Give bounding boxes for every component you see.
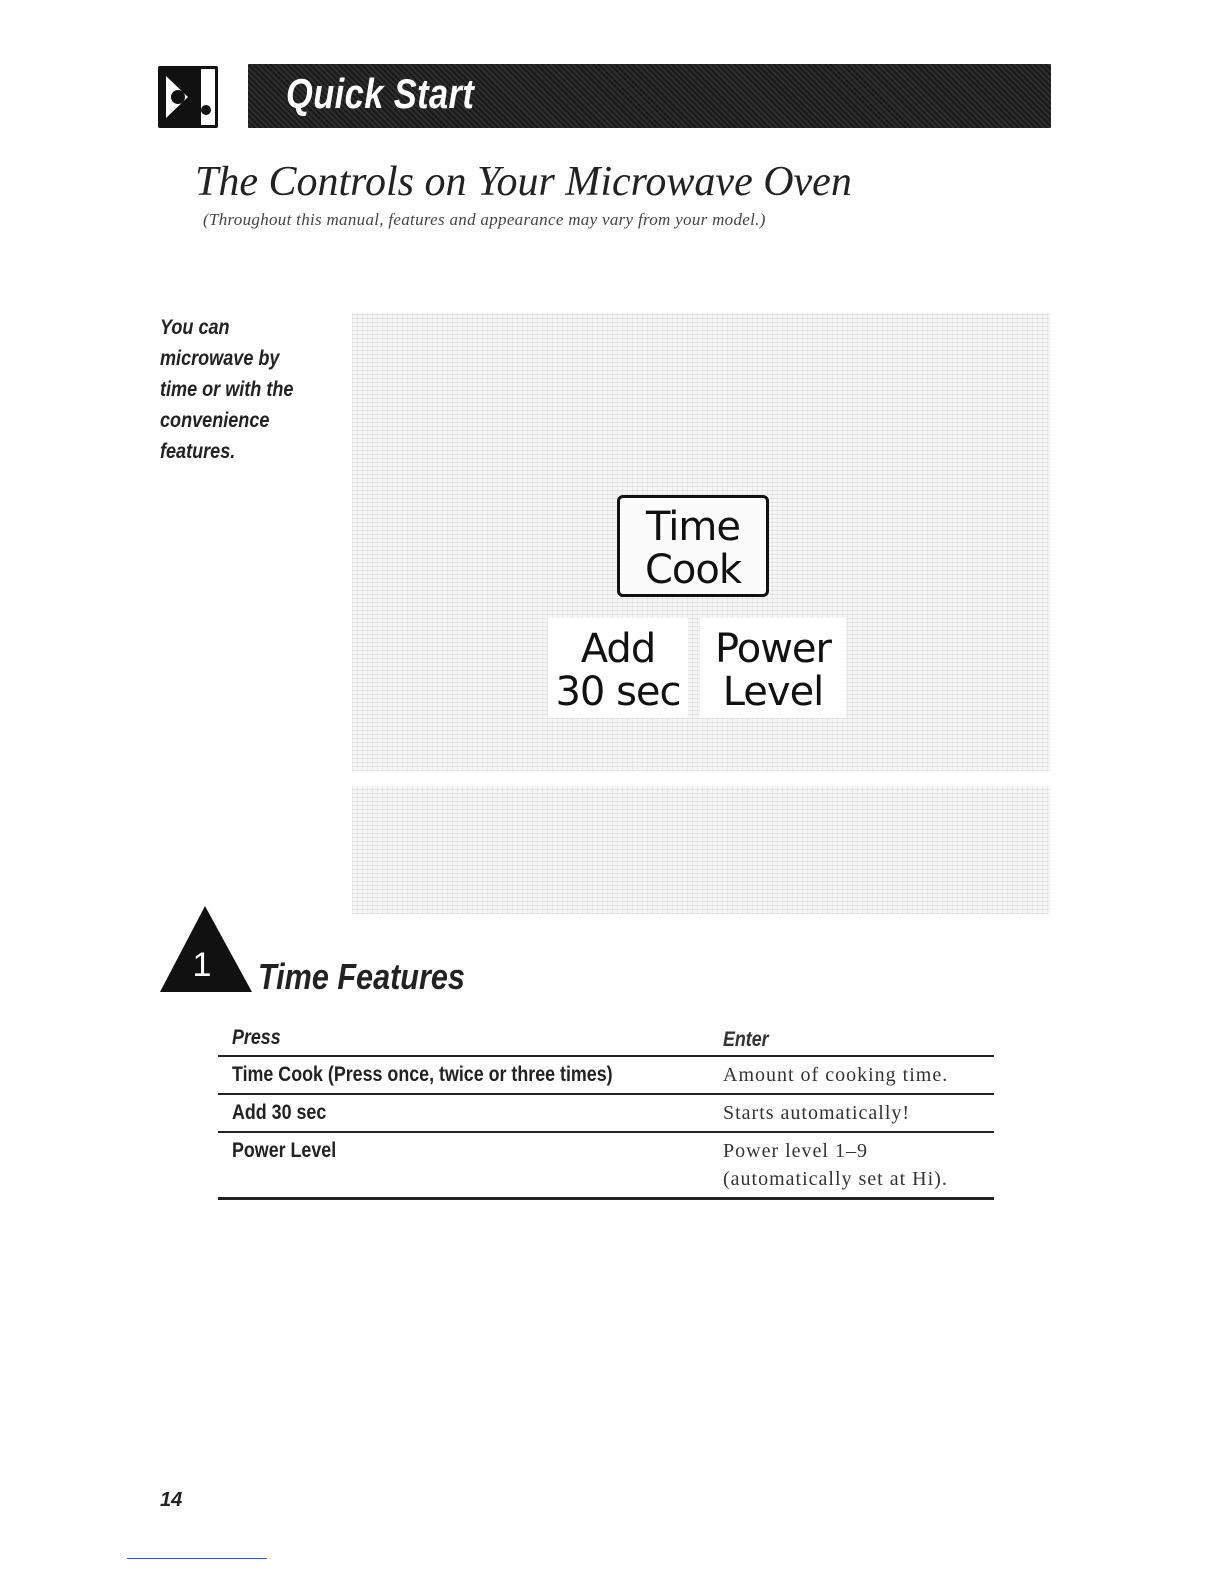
footer-rule (127, 1558, 267, 1559)
add-30-sec-line1: Add (580, 626, 656, 672)
time-cook-line1: Time (646, 504, 740, 550)
row-enter-line2: (automatically set at Hi). (723, 1168, 948, 1190)
time-features-table (218, 1022, 994, 1200)
quick-start-icon (158, 66, 218, 128)
row-press: Add 30 sec (232, 1101, 327, 1124)
row-press: Time Cook (Press once, twice or three times) (232, 1063, 613, 1086)
header-press: Press (232, 1026, 281, 1049)
section-header-bar (248, 64, 1051, 128)
power-level-button[interactable] (700, 618, 846, 718)
add-30-sec-line2: 30 sec (555, 669, 681, 715)
table-header (218, 1022, 994, 1057)
power-level-line1: Power (715, 626, 831, 672)
time-cook-line2: Cook (644, 547, 742, 593)
add-30-sec-button[interactable] (548, 618, 688, 718)
row-press: Power Level (232, 1139, 337, 1162)
power-level-line2: Level (722, 669, 824, 715)
row-enter (723, 1137, 948, 1193)
time-cook-button[interactable] (617, 495, 769, 597)
section-number: 1 (192, 946, 212, 984)
control-panel-lower (352, 786, 1050, 914)
side-note: You can microwave by time or with the convenience features. (160, 316, 294, 463)
section-label: Quick Start (286, 70, 475, 117)
table-row (218, 1057, 994, 1095)
table-row (218, 1133, 994, 1200)
page-title: The Controls on Your Microwave Oven (195, 159, 852, 205)
row-enter: Amount of cooking time. (723, 1064, 949, 1086)
page-subtitle: (Throughout this manual, features and appearance may vary from your model.) (203, 210, 766, 229)
section-number-badge (160, 906, 256, 999)
page-number: 14 (160, 1489, 183, 1511)
row-enter-line1: Power level 1–9 (723, 1140, 868, 1162)
section-title: Time Features (258, 956, 465, 997)
table-row (218, 1095, 994, 1133)
row-enter: Starts automatically! (723, 1102, 911, 1124)
header-enter: Enter (723, 1028, 769, 1051)
